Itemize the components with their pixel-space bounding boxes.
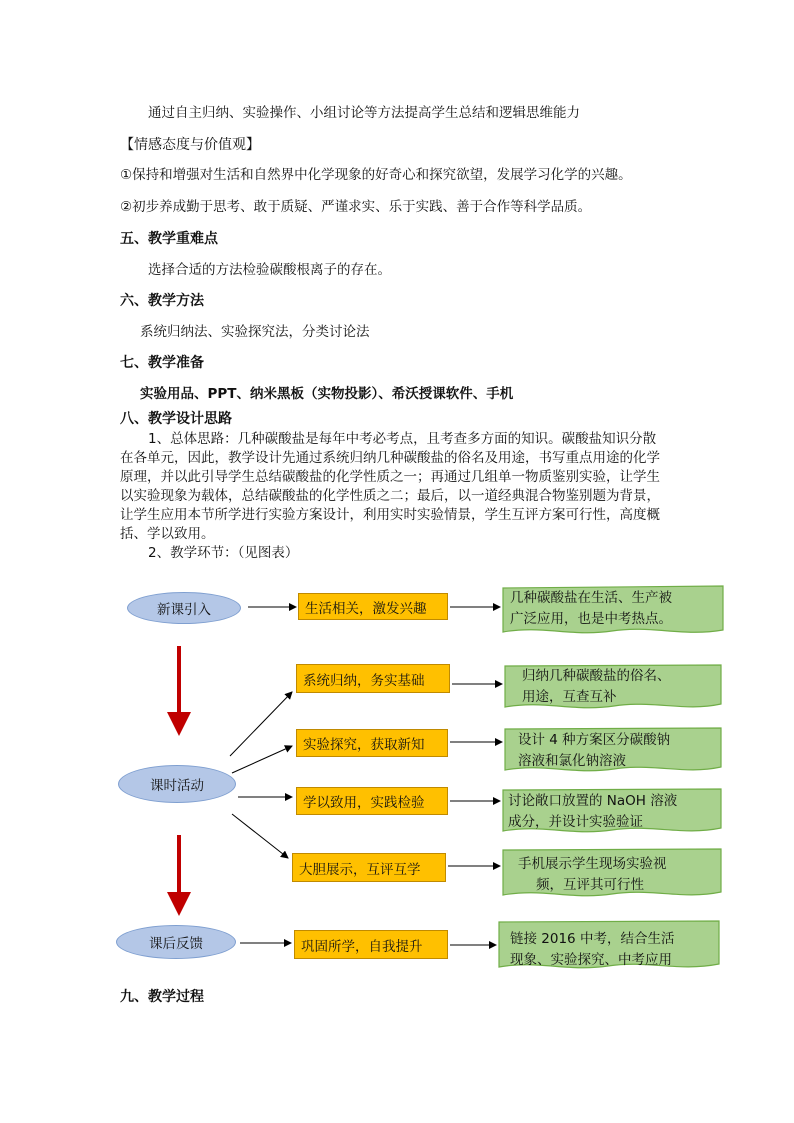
stage-intro <box>127 592 241 624</box>
detail-box <box>502 848 722 900</box>
detail-box <box>502 788 722 836</box>
section-8-title: 八、教学设计思路 <box>120 411 232 427</box>
section-7-body: 实验用品、PPT、纳米黑板（实物投影）、希沃授课软件、手机 <box>140 386 514 402</box>
step-label: 大胆展示，互评互学 <box>299 861 421 878</box>
stage-feedback <box>116 925 236 959</box>
para-line-steps: 2、教学环节：（见图表） <box>148 545 299 561</box>
stage-intro-label: 新课引入 <box>157 602 211 618</box>
arrow <box>232 746 292 773</box>
step-label: 生活相关，激发兴趣 <box>305 600 427 617</box>
detail-line: 现象、实验探究、中考应用 <box>510 952 672 968</box>
detail-line: 归纳几种碳酸盐的俗名、 <box>522 668 671 684</box>
detail-box <box>504 727 722 775</box>
detail-line: 溶液和氯化钠溶液 <box>518 753 626 769</box>
stage-feedback-label: 课后反馈 <box>149 936 203 952</box>
detail-box <box>498 920 720 972</box>
detail-line: 成分，并设计实验验证 <box>508 814 643 830</box>
step-box <box>296 787 448 815</box>
section-5-body: 选择合适的方法检验碳酸根离子的存在。 <box>148 262 391 278</box>
step-label: 学以致用，实践检验 <box>303 795 425 811</box>
section-6-body: 系统归纳法、实验探究法，分类讨论法 <box>140 324 370 340</box>
para-line: 1、总体思路：几种碳酸盐是每年中考必考点，且考查多方面的知识。碳酸盐知识分散 <box>148 431 657 447</box>
para-line: 原理，并以此引导学生总结碳酸盐的化学性质之一；再通过几组单一物质鉴别实验，让学生 <box>120 469 660 485</box>
para-line: 以实验现象为载体，总结碳酸盐的化学性质之二；最后，以一道经典混合物鉴别题为背景， <box>120 488 660 504</box>
step-label: 实验探究，获取新知 <box>303 737 425 753</box>
step-box <box>294 930 448 959</box>
step-box <box>296 664 450 693</box>
stage-activity <box>118 765 236 803</box>
step-label: 系统归纳，务实基础 <box>303 672 425 689</box>
para-line: 在各单元，因此，教学设计先通过系统归纳几种碳酸盐的俗名及用途，书写重点用途的化学 <box>120 450 660 466</box>
stage-activity-label: 课时活动 <box>150 778 204 794</box>
detail-line: 设计 4 种方案区分碳酸钠 <box>518 732 671 748</box>
detail-line: 链接 2016 中考，结合生活 <box>510 931 675 947</box>
detail-line: 频，互评其可行性 <box>536 877 644 893</box>
step-box <box>292 853 446 882</box>
step-box <box>298 593 448 620</box>
section-5-title: 五、教学重难点 <box>120 231 218 247</box>
arrow <box>230 692 292 756</box>
section-9-title: 九、教学过程 <box>120 989 204 1005</box>
detail-line: 广泛应用，也是中考热点。 <box>510 611 672 627</box>
attitude-item-1: ①保持和增强对生活和自然界中化学现象的好奇心和探究欲望，发展学习化学的兴趣。 <box>120 167 632 183</box>
attitude-item-2: ②初步养成勤于思考、敢于质疑、严谨求实、乐于实践、善于合作等科学品质。 <box>120 199 592 215</box>
detail-box <box>504 664 722 712</box>
attitude-heading: 【情感态度与价值观】 <box>120 137 260 153</box>
detail-line: 讨论敞口放置的 NaOH 溶液 <box>508 793 678 809</box>
ability-line: 通过自主归纳、实验操作、小组讨论等方法提高学生总结和逻辑思维能力 <box>148 105 580 121</box>
detail-line: 几种碳酸盐在生活、生产被 <box>510 590 672 606</box>
step-box <box>296 729 448 757</box>
para-line: 括、学以致用。 <box>120 526 215 542</box>
detail-box <box>502 585 724 637</box>
para-line: 让学生应用本节所学进行实验方案设计，利用实时实验情景，学生互评方案可行性，高度概 <box>120 507 660 523</box>
detail-line: 用途，互查互补 <box>522 689 617 705</box>
step-label: 巩固所学，自我提升 <box>301 938 423 955</box>
section-7-title: 七、教学准备 <box>120 355 204 371</box>
arrow <box>232 814 288 858</box>
section-6-title: 六、教学方法 <box>120 293 204 309</box>
detail-line: 手机展示学生现场实验视 <box>518 856 667 872</box>
